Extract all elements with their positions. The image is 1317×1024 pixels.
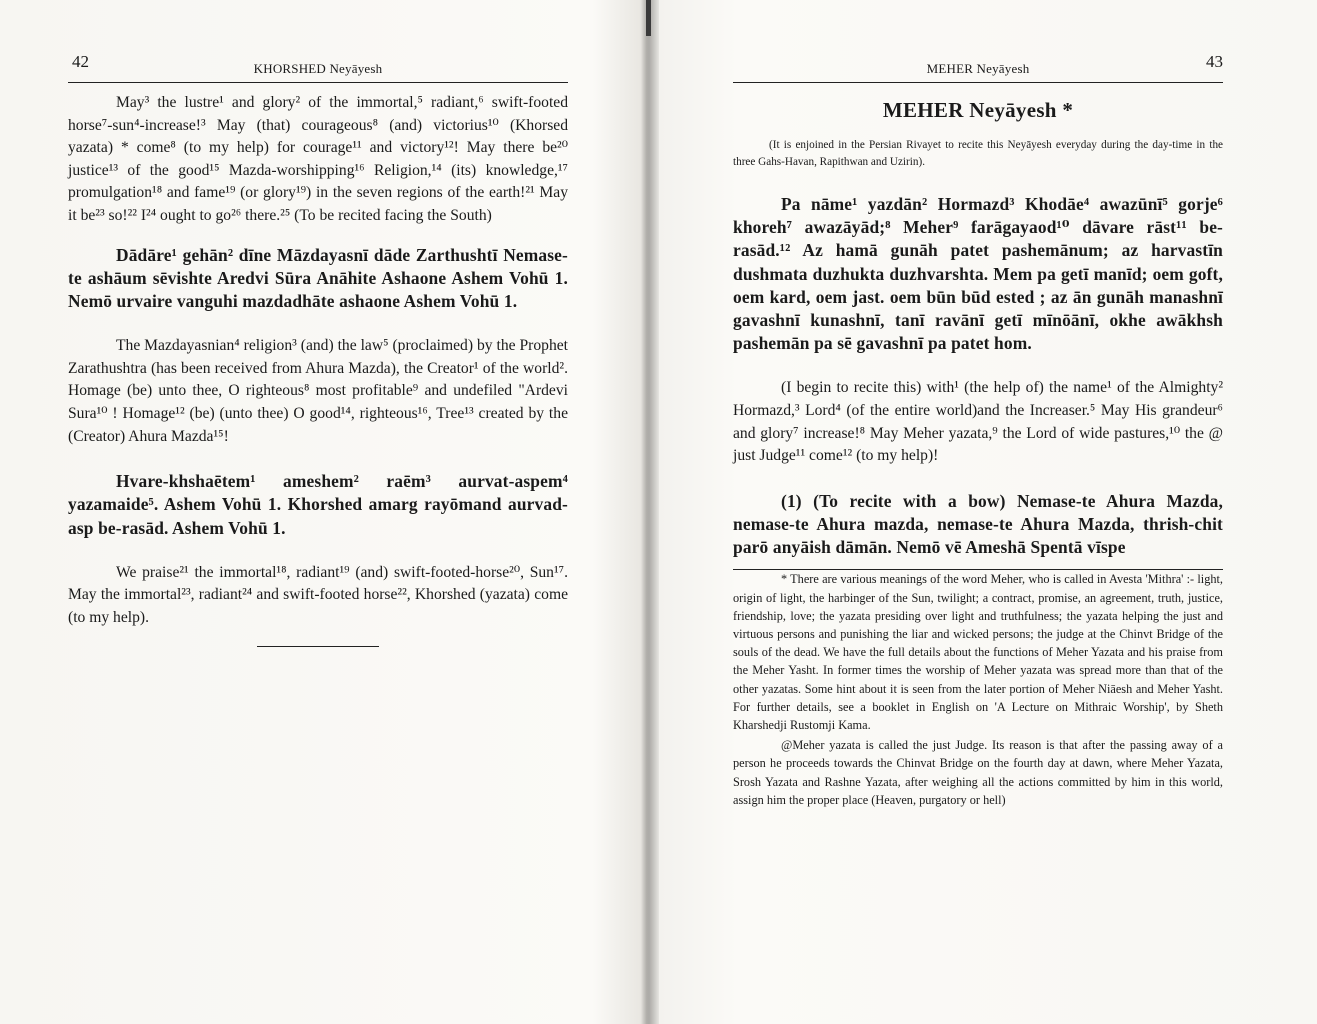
left-page-body: [68, 92, 568, 647]
left-page-header: [68, 52, 568, 83]
right-page-header: [733, 52, 1223, 83]
section-end-rule: [257, 646, 379, 647]
footnote-meher-meaning: * There are various meanings of the word Meher, who is called in Avesta 'Mithra' :- light, origin of light, the harbinger of the Sun, twilight; a contract, promise, an agreement, truth, justice, friendship, love; the yazata presiding over light and truthfulness; the yazata helping the just and virtuous persons and punishing the liar and wicked persons; the judge at the Chinvt Bridge of the souls of the dead. We have the full details about the functions of Meher Yazata and his praise from the Meher Yasht. In former times the worship of Meher yazata was spread more than that of the other yazatas. Some hint about it is seen from the later portion of Meher Niāesh and Meher Yasht. For further details, see a booklet in English on 'A Lecture on Mithraic Worship', by Sheth Kharshedji Rustomji Kama.: [733, 572, 1223, 733]
right-page-body: [733, 92, 1223, 809]
recitation-note: (It is enjoined in the Persian Rivayet to recite this Neyāyesh everyday during the day-time in the three Gahs-Havan, Rapithwan and Uzirin).: [733, 139, 1223, 168]
avesta-prayer-1: Pa nāme¹ yazdān² Hormazd³ Khodāe⁴ awazūnī⁵ gorje⁶ khoreh⁷ awazāyād;⁸ Meher⁹ farāgayaod¹⁰ dāvare rāst¹¹ be-rasād.¹² Az hamā gunāh patet pashemānum; az harvastīn dushmata duzhukta duzhvarshta. Mem pa getī manīd; oem goft, oem kard, oem jast. oem būn būd ested ; az ān gunāh manashnī gavashnī kunashnī, tanī ravānī getī mīnōānī, okhe awākhsh pashemān pa sē gavashnī pa patet hom.: [733, 194, 1223, 354]
translation-paragraph-3: We praise²¹ the immortal¹⁸, radiant¹⁹ (and) swift-footed-horse²⁰, Sun¹⁷. May the immortal²³, radiant²⁴ and swift-footed horse²², Khorshed (yazata) come (to my help).: [68, 563, 568, 626]
translation-paragraph-1: (I begin to recite this) with¹ (the help of) the name¹ of the Almighty² Hormazd,³ Lord⁴ (of the entire world)and the Increaser.⁵ May His grandeur⁶ and glory⁷ increase!⁸ May Meher yazata,⁹ the Lord of wide pastures,¹⁰ the @ just Judge¹¹ come¹² (to my help)!: [733, 379, 1223, 465]
page-number: 42: [72, 52, 89, 71]
left-page: [68, 0, 568, 1024]
avesta-prayer-2: Hvare-khshaētem¹ ameshem² raēm³ aurvat-aspem⁴ yazamaide⁵. Ashem Vohū 1. Khorshed amarg rayōmand aurvad-asp be-rasād. Ashem Vohū 1.: [68, 471, 568, 538]
avesta-prayer-1: Dādāre¹ gehān² dīne Māzdayasnī dāde Zarthushtī Nemase-te ashāum sēvishte Aredvi Sūra Anāhite Ashaone Ashem Vohū 1. Nemō urvaire vanguhi mazdadhāte ashaone Ashem Vohū 1.: [68, 244, 568, 311]
running-head: MEHER Neyāyesh: [926, 61, 1030, 76]
section-title: MEHER Neyāyesh *: [882, 98, 1074, 122]
running-head: KHORSHED Neyāyesh: [253, 61, 383, 76]
translation-paragraph-1: May³ the lustre¹ and glory² of the immortal,⁵ radiant,⁶ swift-footed horse⁷-sun⁴-increase!³ May (that) courageous⁸ (and) victorius¹⁰ (Khorsed yazata) * come⁸ (to my help) for courage¹¹ and victory¹²! May there be²⁰ justice¹³ of the good¹⁵ Mazda-worshipping¹⁶ Religion,¹⁴ (its) knowledge,¹⁷ promulgation¹⁸ and fame¹⁹ (or glory¹⁹) in the seven regions of the earth!²¹ May it be²³ so!²² I²⁴ ought to go²⁶ there.²⁵ (To be recited facing the South): [68, 94, 568, 224]
translation-paragraph-2: The Mazdayasnian⁴ religion³ (and) the law⁵ (proclaimed) by the Prophet Zarathushtra (has been received from Ahura Mazda), the Creator¹ of the world². Homage (be) unto thee, O righteous⁸ most profitable⁹ and undefiled "Ardevi Sura¹⁰ ! Homage¹² (be) (unto thee) O good¹⁴, righteous¹⁶, Tree¹³ created by the (Creator) Ahura Mazda¹⁵!: [68, 337, 568, 445]
book-gutter: [641, 0, 659, 1024]
right-page: [733, 0, 1223, 1024]
footnote-just-judge: @Meher yazata is called the just Judge. Its reason is that after the passing away of a person he proceeds towards the Chinvat Bridge on the fourth day at dawn, where Meher Yazata, Srosh Yazata and Rashne Yazata, after weighing all the actions committed by him in this world, assign him the proper place (Heaven, purgatory or hell): [733, 738, 1223, 807]
binding-mark: [646, 0, 651, 36]
avesta-prayer-2: (1) (To recite with a bow) Nemase-te Ahura Mazda, nemase-te Ahura mazda, nemase-te Ahura Mazda, thrish-chit parō anyāish dāmān. Nemō vē Ameshā Spentā vīspe: [733, 490, 1223, 558]
page-number: 43: [1206, 52, 1223, 71]
